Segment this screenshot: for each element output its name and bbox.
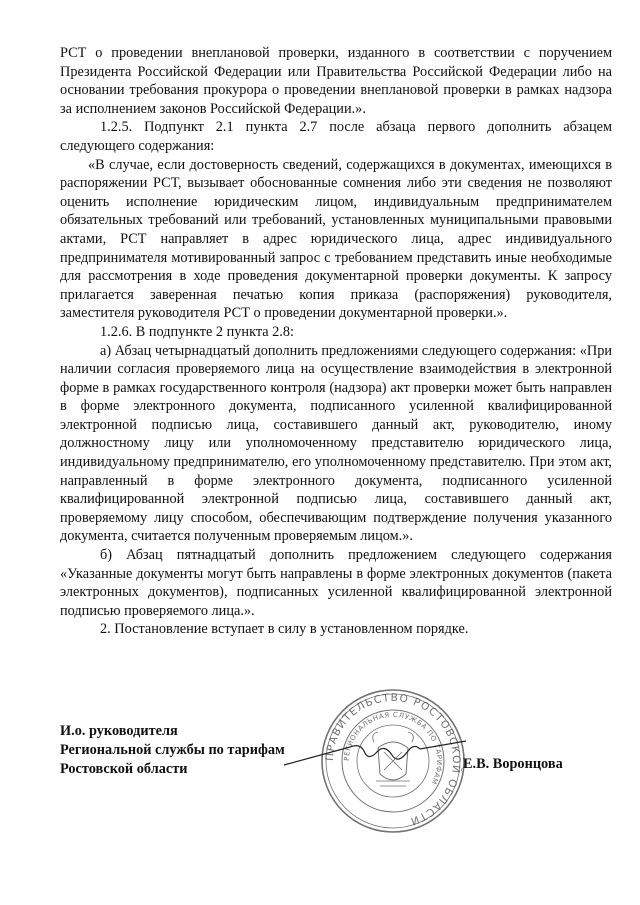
paragraph-6: б) Абзац пятнадцатый дополнить предложением следующего содержания «Указанные документы могут быть направлены в форме электронных документов (пакета электронных документов), подписанных усиленной квалифицированной электронной подписью проверяемого лица.». <box>60 547 612 619</box>
signatory-title-line-3: Ростовской области <box>60 761 188 777</box>
handwritten-signature-icon <box>280 735 470 775</box>
seal-outer-text: ПРАВИТЕЛЬСТВО РОСТОВСКОЙ ОБЛАСТИ <box>323 691 463 828</box>
signatory-title-line-1: И.о. руководителя <box>60 723 178 739</box>
signatory-title <box>60 722 285 779</box>
document-body <box>60 44 612 639</box>
signatory-name: Е.В. Воронцова <box>463 756 563 772</box>
signatory-title-line-2: Региональной службы по тарифам <box>60 742 285 758</box>
seal-inner-text: РЕГИОНАЛЬНАЯ СЛУЖБА ПО ТАРИФАМ <box>342 710 444 786</box>
paragraph-1: РСТ о проведении внеплановой проверки, изданного в соответствии с поручением Президента Российской Федерации или Правительства Российской Федерации либо на основании требования прокурора о проведении внеплановой проверки в рамках надзора за исполнением законов Российской Федерации.». <box>60 45 612 117</box>
paragraph-7: 2. Постановление вступает в силу в установленном порядке. <box>100 621 469 638</box>
paragraph-5: а) Абзац четырнадцатый дополнить предложениями следующего содержания: «При наличии согласия проверяемого лица на осуществление взаимодействия в электронной форме в рамках государственного контроля (надзора) акт проверки может быть направлен в форме электронного документа, подписанного усиленной квалифицированной электронной подписью лица, составившего данный акт, руководителю, иному должностному лицу или уполномоченному представителю юридического лица, индивидуальному предпринимателю, его уполномоченному представителю. При этом акт, направленный в форме электронного документа, подписанного усиленной квалифицированной электронной подписью лица, составившего данный акт, проверяемому лицу способом, обеспечивающим подтверждение получения указанного документа, считается полученным проверяемым лицом.». <box>60 342 612 545</box>
paragraph-4: 1.2.6. В подпункте 2 пункта 2.8: <box>100 323 295 340</box>
paragraph-2: 1.2.5. Подпункт 2.1 пункта 2.7 после абзаца первого дополнить абзацем следующего содержания: <box>60 119 612 154</box>
paragraph-3: «В случае, если достоверность сведений, содержащихся в документах, имеющихся в распоряжении РСТ, вызывает обоснованные сомнения либо эти сведения не позволяют оценить исполнение юридическим лицом, индивидуальным предпринимателем обязательных требований или требований, установленных муниципальными правовыми актами, РСТ направляет в адрес юридического лица, адрес индивидуального предпринимателя мотивированный запрос с требованием представить иные необходимые для рассмотрения в ходе проведения документарной проверки документы. К запросу прилагается заверенная печатью копия приказа (распоряжения) руководителя, заместителя руководителя РСТ о проведении документарной проверки.». <box>60 156 612 322</box>
